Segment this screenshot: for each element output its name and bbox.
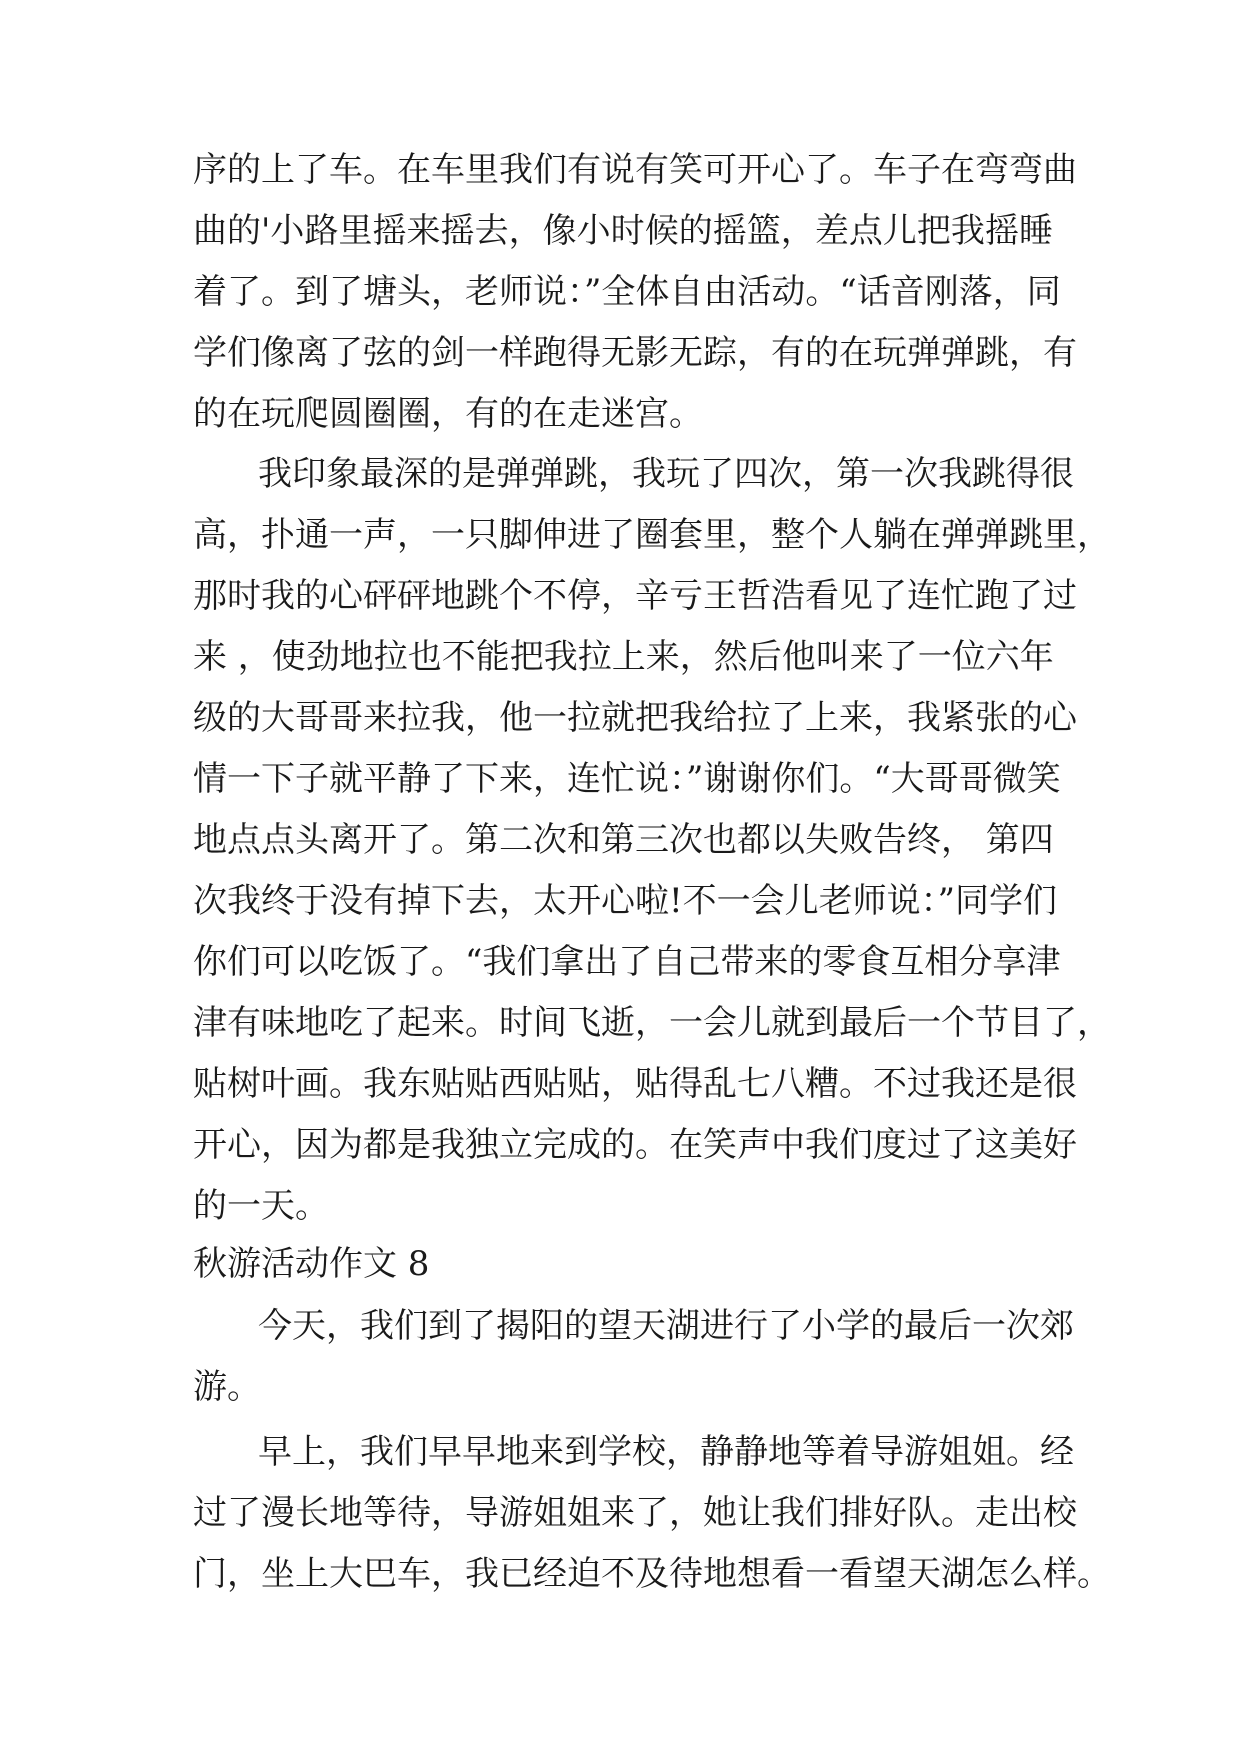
text-line: 来 ，使劲地拉也不能把我拉上来，然后他叫来了一位六年 — [193, 637, 1054, 677]
text-line: 那时我的心砰砰地跳个不停，辛亏王哲浩看见了连忙跑了过 — [193, 576, 1077, 616]
text-line: 高，扑通一声，一只脚伸进了圈套里，整个人躺在弹弹跳里， — [193, 515, 1111, 555]
text-line: 今天，我们到了揭阳的望天湖进行了小学的最后一次郊 — [258, 1306, 1074, 1346]
text-line: 曲的'小路里摇来摇去，像小时候的摇篮，差点儿把我摇睡 — [193, 211, 1053, 251]
text-line: 情一下子就平静了下来，连忙说：”谢谢你们。“大哥哥微笑 — [193, 759, 1061, 799]
text-line: 的一天。 — [193, 1186, 329, 1226]
text-line: 开心，因为都是我独立完成的。在笑声中我们度过了这美好 — [193, 1125, 1077, 1165]
text-line: 的在玩爬圆圈圈，有的在走迷宫。 — [193, 394, 703, 434]
text-line: 我印象最深的是弹弹跳，我玩了四次，第一次我跳得很 — [258, 454, 1074, 494]
text-line: 你们可以吃饭了。“我们拿出了自己带来的零食互相分享津 — [193, 942, 1061, 982]
text-line: 学们像离了弦的剑一样跑得无影无踪，有的在玩弹弹跳，有 — [193, 333, 1077, 373]
text-line: 着了。到了塘头，老师说：”全体自由活动。“话音刚落，同 — [193, 272, 1061, 312]
text-line: 级的大哥哥来拉我，他一拉就把我给拉了上来，我紧张的心 — [193, 698, 1077, 738]
section-heading: 秋游活动作文 8 — [193, 1244, 430, 1284]
text-line: 过了漫长地等待，导游姐姐来了，她让我们排好队。走出校 — [193, 1493, 1077, 1533]
text-line: 地点点头离开了。第二次和第三次也都以失败告终， 第四 — [193, 820, 1054, 860]
text-line: 津有味地吃了起来。时间飞逝，一会儿就到最后一个节目了， — [193, 1003, 1111, 1043]
text-line: 次我终于没有掉下去，太开心啦!不一会儿老师说：”同学们 — [193, 881, 1058, 921]
text-line: 早上，我们早早地来到学校，静静地等着导游姐姐。经 — [258, 1432, 1074, 1472]
text-line: 序的上了车。在车里我们有说有笑可开心了。车子在弯弯曲 — [193, 150, 1077, 190]
text-line: 游。 — [193, 1367, 261, 1407]
text-line: 贴树叶画。我东贴贴西贴贴，贴得乱七八糟。不过我还是很 — [193, 1064, 1077, 1104]
text-line: 门，坐上大巴车，我已经迫不及待地想看一看望天湖怎么样。 — [193, 1554, 1111, 1594]
